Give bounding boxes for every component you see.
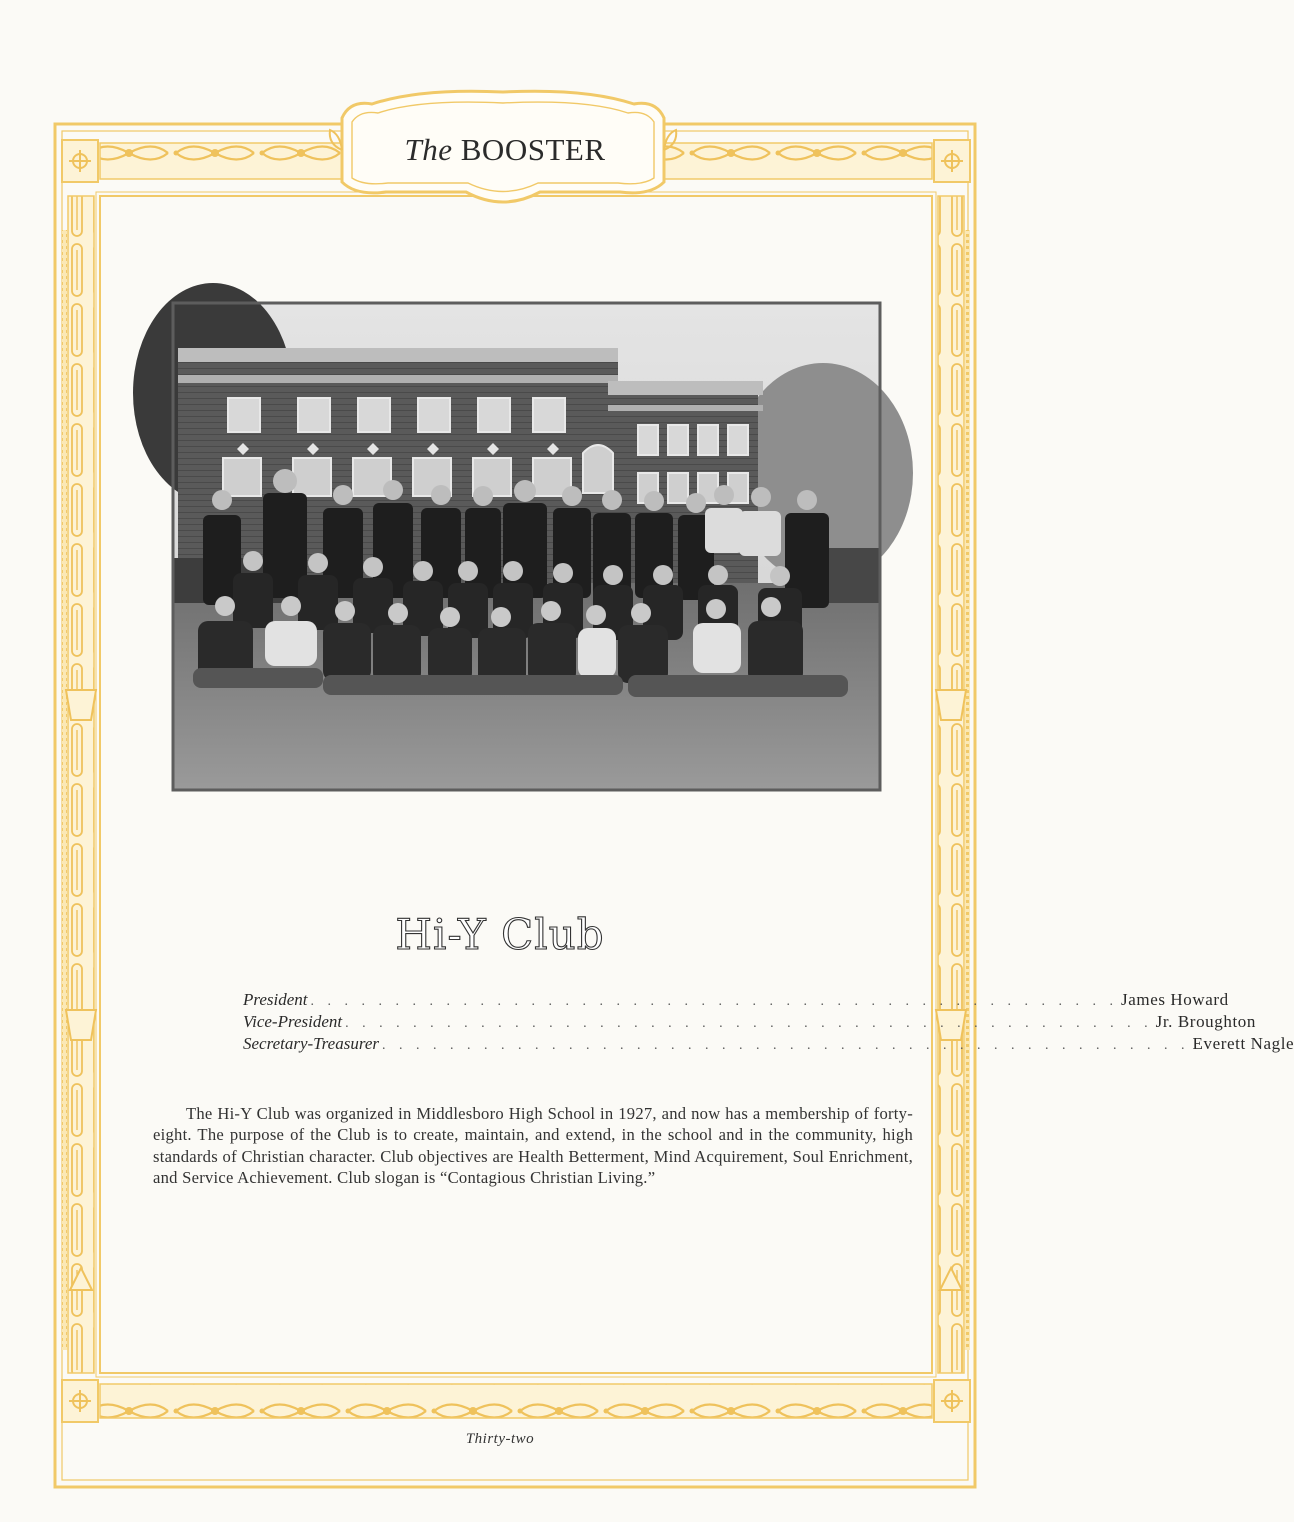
leader-dots: . . . . . . . . . . . . . . . . . . . . . . . . . . . . . . . . . . . . . . . . . . . . . . . .: [345, 1016, 1153, 1031]
publication-title-caps: BOOSTER: [460, 132, 606, 167]
officer-role: President: [243, 990, 308, 1009]
club-description: The Hi-Y Club was organized in Middlesboro High School in 1927, and now has a membership of forty-eight. The purpose of the Club is to create, maintain, and extend, in the school and in the community, high standards of Christian character. Club objectives are Health Betterment, Mind Acquirement, Soul Enrichment, and Service Achievement. Club slogan is “Contagious Christian Living.”: [153, 1103, 913, 1188]
officers-list: [243, 990, 1294, 1056]
page-number: Thirty-two: [465, 1431, 535, 1447]
publication-title-italic: The: [404, 132, 453, 167]
officer-name: James Howard: [1121, 990, 1229, 1009]
officer-row-vice-president: [243, 1012, 1256, 1034]
group-photo: [173, 303, 880, 790]
publication-title: [355, 132, 655, 182]
officer-name: Everett Nagle: [1192, 1034, 1294, 1053]
officer-row-secretary-treasurer: [243, 1034, 1294, 1056]
club-title: Hi-Y Club: [395, 910, 605, 959]
leader-dots: . . . . . . . . . . . . . . . . . . . . . . . . . . . . . . . . . . . . . . . . . . . . . . . .: [310, 994, 1119, 1009]
officer-row-president: [243, 990, 1229, 1012]
officer-name: Jr. Broughton: [1155, 1012, 1256, 1031]
officer-role: Vice-President: [243, 1012, 343, 1031]
officer-role: Secretary-Treasurer: [243, 1034, 379, 1053]
leader-dots: . . . . . . . . . . . . . . . . . . . . . . . . . . . . . . . . . . . . . . . . . . . . . . . .: [381, 1038, 1190, 1053]
group-photo-icon: [173, 303, 880, 790]
